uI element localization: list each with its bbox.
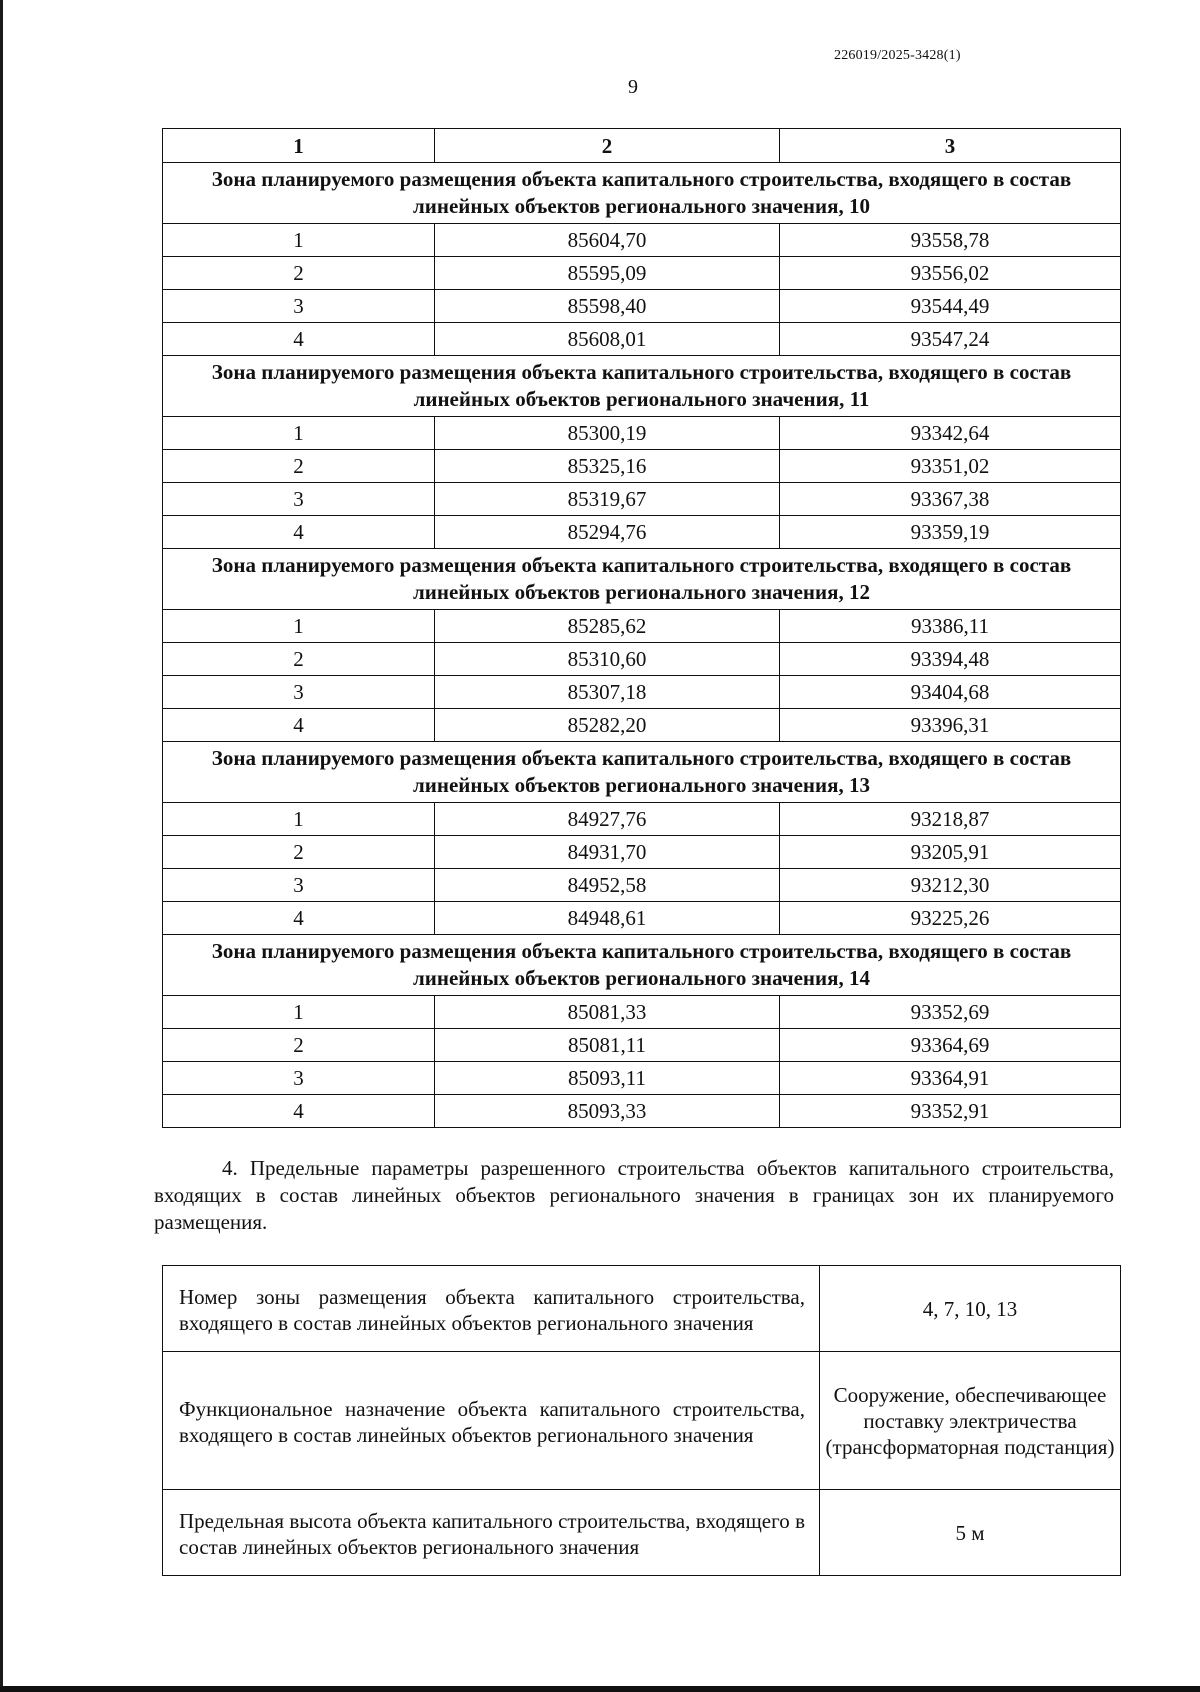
coordinate-x: 85093,33	[435, 1095, 780, 1128]
coordinate-x: 84927,76	[435, 803, 780, 836]
param-label: Номер зоны размещения объекта капитального строительства, входящего в состав линейных объектов регионального значения	[163, 1266, 820, 1352]
table-header-row	[163, 129, 1121, 163]
table-row	[163, 902, 1121, 935]
param-value: 5 м	[820, 1490, 1121, 1576]
column-header: 1	[163, 129, 435, 163]
param-value: Сооружение, обеспечивающее поставку электричества (трансформаторная подстанция)	[820, 1352, 1121, 1490]
zone-header-row	[163, 549, 1121, 610]
table-row	[163, 257, 1121, 290]
coordinate-x: 85608,01	[435, 323, 780, 356]
point-number: 1	[163, 224, 435, 257]
table-row	[163, 483, 1121, 516]
table-row	[163, 516, 1121, 549]
table-row	[163, 450, 1121, 483]
coordinate-y: 93352,69	[780, 996, 1121, 1029]
param-label: Предельная высота объекта капитального строительства, входящего в состав линейных объектов регионального значения	[163, 1490, 820, 1576]
parameters-table	[162, 1265, 1121, 1576]
point-number: 4	[163, 323, 435, 356]
zone-header-row	[163, 742, 1121, 803]
coordinate-x: 85325,16	[435, 450, 780, 483]
zone-title: Зона планируемого размещения объекта капитального строительства, входящего в состав линейных объектов регионального значения, 11	[163, 356, 1121, 417]
coordinate-x: 85093,11	[435, 1062, 780, 1095]
coordinate-y: 93367,38	[780, 483, 1121, 516]
coordinate-y: 93404,68	[780, 676, 1121, 709]
coordinate-y: 93218,87	[780, 803, 1121, 836]
point-number: 3	[163, 483, 435, 516]
coordinate-y: 93359,19	[780, 516, 1121, 549]
point-number: 1	[163, 610, 435, 643]
table-row	[163, 996, 1121, 1029]
scan-edge-bottom	[0, 1686, 1200, 1692]
point-number: 1	[163, 417, 435, 450]
coordinate-x: 85300,19	[435, 417, 780, 450]
coordinate-x: 85595,09	[435, 257, 780, 290]
zone-title: Зона планируемого размещения объекта капитального строительства, входящего в состав линейных объектов регионального значения, 13	[163, 742, 1121, 803]
coordinate-x: 85319,67	[435, 483, 780, 516]
coordinate-x: 85282,20	[435, 709, 780, 742]
point-number: 4	[163, 709, 435, 742]
table-row	[163, 290, 1121, 323]
table-row	[163, 1029, 1121, 1062]
scan-edge-left	[0, 0, 3, 1692]
point-number: 2	[163, 257, 435, 290]
column-header: 2	[435, 129, 780, 163]
coordinate-x: 84952,58	[435, 869, 780, 902]
section-4-paragraph: 4. Предельные параметры разрешенного строительства объектов капитального строительства, входящих в состав линейных объектов регионального значения в границах зон их планируемого размещения.	[154, 1156, 1114, 1234]
table-row	[163, 610, 1121, 643]
point-number: 2	[163, 836, 435, 869]
coordinate-y: 93386,11	[780, 610, 1121, 643]
coordinate-y: 93558,78	[780, 224, 1121, 257]
coordinate-y: 93225,26	[780, 902, 1121, 935]
coordinate-y: 93544,49	[780, 290, 1121, 323]
param-label: Функциональное назначение объекта капитального строительства, входящего в состав линейных объектов регионального значения	[163, 1352, 820, 1490]
table-row	[163, 323, 1121, 356]
column-header: 3	[780, 129, 1121, 163]
coordinate-x: 85598,40	[435, 290, 780, 323]
params-row	[163, 1490, 1121, 1576]
coordinate-y: 93394,48	[780, 643, 1121, 676]
coordinate-y: 93205,91	[780, 836, 1121, 869]
point-number: 4	[163, 516, 435, 549]
coordinate-y: 93352,91	[780, 1095, 1121, 1128]
point-number: 3	[163, 1062, 435, 1095]
table-row	[163, 869, 1121, 902]
point-number: 3	[163, 676, 435, 709]
coordinate-y: 93396,31	[780, 709, 1121, 742]
zone-title: Зона планируемого размещения объекта капитального строительства, входящего в состав линейных объектов регионального значения, 12	[163, 549, 1121, 610]
page-number: 9	[628, 76, 638, 98]
coordinate-x: 84948,61	[435, 902, 780, 935]
coordinate-y: 93351,02	[780, 450, 1121, 483]
document-number: 226019/2025-3428(1)	[834, 48, 961, 63]
coordinate-x: 85604,70	[435, 224, 780, 257]
table-row	[163, 676, 1121, 709]
zone-title: Зона планируемого размещения объекта капитального строительства, входящего в состав линейных объектов регионального значения, 10	[163, 163, 1121, 224]
params-row	[163, 1352, 1121, 1490]
table-row	[163, 803, 1121, 836]
coordinate-y: 93364,91	[780, 1062, 1121, 1095]
zone-header-row	[163, 935, 1121, 996]
params-row	[163, 1266, 1121, 1352]
coordinate-x: 85310,60	[435, 643, 780, 676]
coordinate-y: 93212,30	[780, 869, 1121, 902]
point-number: 2	[163, 643, 435, 676]
point-number: 2	[163, 1029, 435, 1062]
coordinate-x: 85081,33	[435, 996, 780, 1029]
point-number: 3	[163, 290, 435, 323]
table-row	[163, 224, 1121, 257]
table-row	[163, 643, 1121, 676]
zone-header-row	[163, 163, 1121, 224]
param-value: 4, 7, 10, 13	[820, 1266, 1121, 1352]
zone-header-row	[163, 356, 1121, 417]
point-number: 3	[163, 869, 435, 902]
coordinate-x: 84931,70	[435, 836, 780, 869]
coordinate-x: 85294,76	[435, 516, 780, 549]
zone-title: Зона планируемого размещения объекта капитального строительства, входящего в состав линейных объектов регионального значения, 14	[163, 935, 1121, 996]
table-row	[163, 1062, 1121, 1095]
coordinate-y: 93342,64	[780, 417, 1121, 450]
coordinates-table-body	[163, 129, 1121, 1128]
coordinate-y: 93556,02	[780, 257, 1121, 290]
coordinate-y: 93547,24	[780, 323, 1121, 356]
coordinate-y: 93364,69	[780, 1029, 1121, 1062]
point-number: 2	[163, 450, 435, 483]
table-row	[163, 709, 1121, 742]
table-row	[163, 836, 1121, 869]
table-row	[163, 417, 1121, 450]
coordinate-x: 85081,11	[435, 1029, 780, 1062]
coordinates-table	[162, 128, 1121, 1128]
table-row	[163, 1095, 1121, 1128]
coordinate-x: 85307,18	[435, 676, 780, 709]
point-number: 4	[163, 902, 435, 935]
coordinate-x: 85285,62	[435, 610, 780, 643]
point-number: 1	[163, 996, 435, 1029]
point-number: 1	[163, 803, 435, 836]
point-number: 4	[163, 1095, 435, 1128]
